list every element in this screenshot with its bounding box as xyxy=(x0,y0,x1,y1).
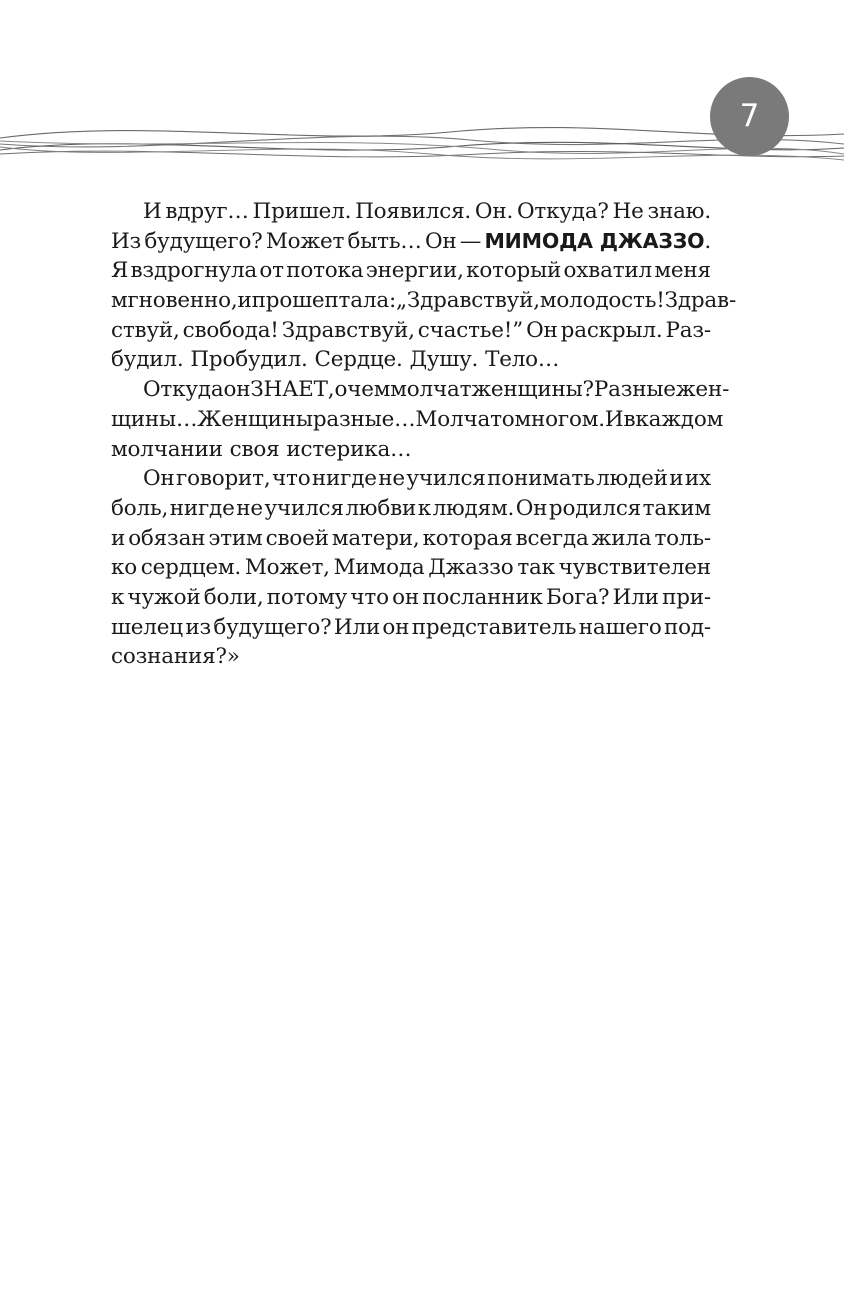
word: щины… xyxy=(111,406,198,432)
word: Молчат xyxy=(415,406,502,432)
word: будущего? xyxy=(144,228,263,254)
word: он xyxy=(392,584,419,610)
word: нашего xyxy=(578,614,662,640)
word: вдруг… xyxy=(165,199,249,224)
word: толь- xyxy=(654,525,711,551)
word: Мимода xyxy=(333,555,425,581)
word: вздрогнула xyxy=(130,258,258,284)
text-line xyxy=(111,435,711,465)
word: Он xyxy=(143,466,175,492)
word: Не xyxy=(612,199,644,224)
word: их xyxy=(684,466,711,492)
word: боли, xyxy=(203,584,264,610)
text-line xyxy=(111,524,711,554)
bold-name: МИМОДА ДЖАЗЗО. xyxy=(484,228,711,254)
word: говорит, xyxy=(176,466,271,492)
text-line xyxy=(111,375,730,405)
word: понимать xyxy=(487,466,595,492)
word: своей xyxy=(265,525,329,551)
word: учился xyxy=(264,495,344,521)
word: Может, xyxy=(244,555,330,581)
word: охватил xyxy=(563,258,652,284)
word: Он. xyxy=(474,199,514,224)
text-line xyxy=(111,583,711,613)
word: Здрав- xyxy=(664,288,737,314)
word: Из xyxy=(111,228,142,254)
word: ствуй, xyxy=(111,317,180,343)
word: Здравствуй, xyxy=(281,317,415,343)
word: мгновенно, xyxy=(111,288,238,314)
word: ЗНАЕТ, xyxy=(250,377,335,403)
word: Раз- xyxy=(665,317,711,343)
word: Может xyxy=(265,228,345,254)
text-line xyxy=(111,227,711,257)
word: что xyxy=(271,466,311,492)
word: раскрыл. xyxy=(560,317,663,343)
word: к xyxy=(417,495,431,521)
word: меня xyxy=(654,258,711,284)
page-number-badge xyxy=(710,77,789,156)
word: Пробудил. xyxy=(190,347,308,373)
word: потока xyxy=(286,258,364,284)
word: Я xyxy=(111,258,129,284)
word: не xyxy=(378,466,405,492)
word: не xyxy=(236,495,263,521)
word: Откуда xyxy=(143,377,224,403)
word: потому xyxy=(266,584,348,610)
word: о xyxy=(334,377,348,403)
word: чужой xyxy=(127,584,201,610)
word: Или xyxy=(612,584,659,610)
word: молчат xyxy=(390,377,472,403)
word: „Здравствуй, xyxy=(395,288,540,314)
word: и xyxy=(669,466,684,492)
word: он xyxy=(382,614,410,640)
word: нигде xyxy=(311,466,377,492)
body-text xyxy=(111,197,737,672)
word: молчании xyxy=(111,436,223,462)
word: И xyxy=(604,406,624,432)
word: шелец xyxy=(111,614,183,640)
word: прошептала: xyxy=(251,288,396,314)
word: который xyxy=(466,258,562,284)
word: жен- xyxy=(675,377,730,403)
word: и xyxy=(111,525,126,551)
word: он xyxy=(223,377,251,403)
word: сознания?» xyxy=(111,644,240,670)
word: всегда xyxy=(515,525,589,551)
text-line xyxy=(111,642,711,672)
word: сердцем. xyxy=(140,555,242,581)
word: жила xyxy=(591,525,652,551)
word: Откуда? xyxy=(516,199,609,224)
word: людей xyxy=(596,466,668,492)
text-line xyxy=(111,286,737,316)
word: Он xyxy=(526,317,558,343)
word: Разные xyxy=(593,377,676,403)
word: которая xyxy=(422,525,513,551)
text-line xyxy=(111,345,711,375)
word: счастье!” xyxy=(417,317,524,343)
word: знаю. xyxy=(647,199,711,224)
word: Душу. xyxy=(409,347,479,373)
word: представитель xyxy=(411,614,577,640)
word: к xyxy=(111,584,125,610)
word: из xyxy=(185,614,211,640)
word: Или xyxy=(333,614,381,640)
word: Тело… xyxy=(485,347,560,373)
word: женщины? xyxy=(471,377,594,403)
word: будущего? xyxy=(213,614,332,640)
word: Джаззо xyxy=(428,555,514,581)
word: матери, xyxy=(331,525,420,551)
word: ко xyxy=(111,555,137,581)
word: боль, xyxy=(111,495,169,521)
word: истерика… xyxy=(286,436,412,462)
word: энергии, xyxy=(365,258,464,284)
word: быть… xyxy=(347,228,422,254)
word: Женщины xyxy=(197,406,313,432)
word: — xyxy=(459,228,482,254)
word: людям. xyxy=(432,495,515,521)
word: и xyxy=(237,288,252,314)
word: нигде xyxy=(169,495,235,521)
word: этим xyxy=(208,525,263,551)
word: И xyxy=(143,199,162,224)
word: своя xyxy=(229,436,280,462)
word: каждом xyxy=(635,406,724,432)
word: чем xyxy=(347,377,391,403)
text-line xyxy=(111,405,724,435)
word: что xyxy=(350,584,389,610)
word: любви xyxy=(345,495,417,521)
word: от xyxy=(259,258,284,284)
word: Он xyxy=(515,495,548,521)
word: чувствителен xyxy=(558,555,711,581)
word: Бога? xyxy=(546,584,610,610)
word: таким xyxy=(642,495,711,521)
text-line xyxy=(111,464,711,494)
word: многом. xyxy=(514,406,605,432)
word: посланник xyxy=(422,584,543,610)
word: молодость! xyxy=(539,288,665,314)
word: обязан xyxy=(128,525,206,551)
word: родился xyxy=(548,495,642,521)
word: в xyxy=(623,406,636,432)
text-line xyxy=(111,613,711,643)
word: так xyxy=(517,555,555,581)
word: Появился. xyxy=(355,199,472,224)
text-line xyxy=(111,197,711,227)
text-line xyxy=(111,256,711,286)
word: учился xyxy=(406,466,486,492)
word: будил. xyxy=(111,347,184,373)
text-line xyxy=(111,553,711,583)
page-header xyxy=(0,0,844,180)
word: о xyxy=(501,406,515,432)
word: Сердце. xyxy=(314,347,403,373)
word: Пришел. xyxy=(252,199,352,224)
text-line xyxy=(111,316,711,346)
word: под- xyxy=(663,614,711,640)
text-line xyxy=(111,494,711,524)
word: свобода! xyxy=(182,317,279,343)
word: при- xyxy=(662,584,711,610)
word: разные… xyxy=(312,406,416,432)
page-number: 7 xyxy=(739,98,760,134)
word: Он xyxy=(424,228,457,254)
